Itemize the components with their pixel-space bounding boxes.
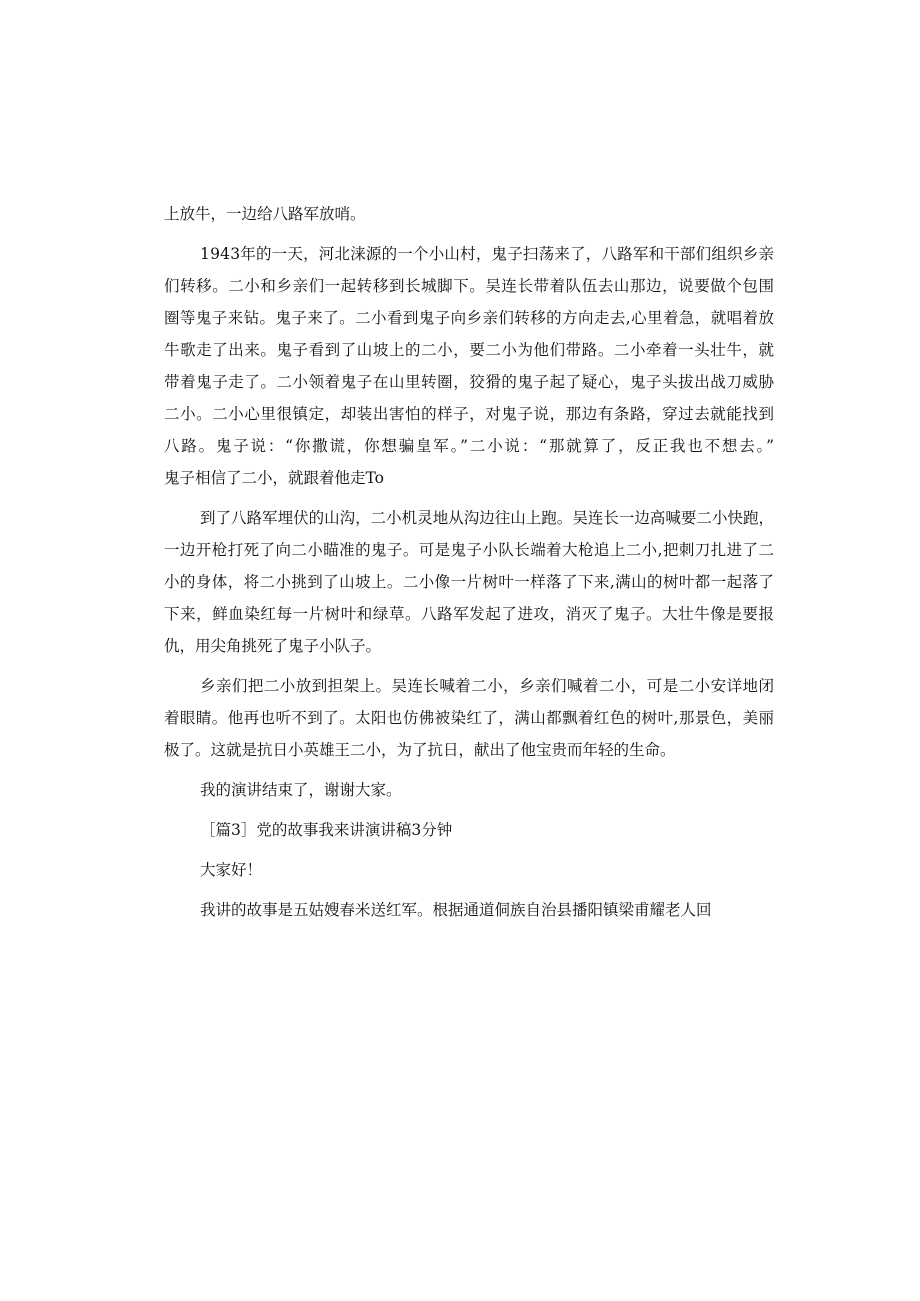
text-line: 大家好！ — [200, 861, 263, 879]
text-line: 到了八路军埋伏的山沟，二小机灵地从沟边往山上跑。吴连长一边高喊要二小快跑， — [200, 509, 775, 527]
text-line: ［篇3］党的故事我来讲演讲稿3分钟 — [200, 821, 453, 839]
text-line: 仇，用尖角挑死了鬼子小队子。 — [164, 637, 382, 655]
text-line: 带着鬼子走了。二小领着鬼子在山里转圈，狡猾的鬼子起了疑心，鬼子头拔出战刀威胁 — [164, 373, 775, 391]
text-line: 乡亲们把二小放到担架上。吴连长喊着二小，乡亲们喊着二小，可是二小安详地闭 — [200, 677, 775, 695]
text-line: 一边开枪打死了向二小瞄准的鬼子。可是鬼子小队长端着大枪追上二小,把刺刀扎进了二 — [164, 541, 775, 559]
document-body — [164, 198, 774, 926]
text-line: 1943年的一天，河北涞源的一个小山村，鬼子扫荡来了，八路军和干部们组织乡亲 — [200, 245, 775, 263]
text-line: 着眼睛。他再也听不到了。太阳也仿佛被染红了，满山都飘着红色的树叶,那景色，美丽 — [164, 709, 775, 727]
text-line: 小的身体，将二小挑到了山坡上。二小像一片树叶一样落了下来,满山的树叶都一起落了 — [164, 573, 775, 591]
text-line: 八路。鬼子说：“你撒谎，你想骗皇军。”二小说：“那就算了，反正我也不想去。” — [164, 437, 776, 455]
text-line: 圈等鬼子来钻。鬼子来了。二小看到鬼子向乡亲们转移的方向走去,心里着急，就唱着放 — [164, 309, 775, 327]
text-line: 我讲的故事是五姑嫂春米送红军。根据通道侗族自治县播阳镇梁甫耀老人回 — [200, 901, 712, 919]
text-line: 牛歌走了出来。鬼子看到了山坡上的二小，要二小为他们带路。二小牵着一头壮牛，就 — [164, 341, 775, 359]
text-line: 极了。这就是抗日小英雄王二小，为了抗日，献出了他宝贵而年轻的生命。 — [164, 741, 676, 759]
text-line: 鬼子相信了二小，就跟着他走To — [164, 469, 384, 487]
text-line: 二小。二小心里很镇定，却装出害怕的样子，对鬼子说，那边有条路，穿过去就能找到 — [164, 405, 775, 423]
text-line: 我的演讲结束了，谢谢大家。 — [200, 781, 402, 799]
text-line: 下来，鲜血染红每一片树叶和绿草。八路军发起了进攻，消灭了鬼子。大壮牛像是要报 — [164, 605, 775, 623]
text-line: 们转移。二小和乡亲们一起转移到长城脚下。吴连长带着队伍去山那边，说要做个包围 — [164, 277, 775, 295]
text-line: 上放牛，一边给八路军放哨。 — [164, 205, 366, 223]
